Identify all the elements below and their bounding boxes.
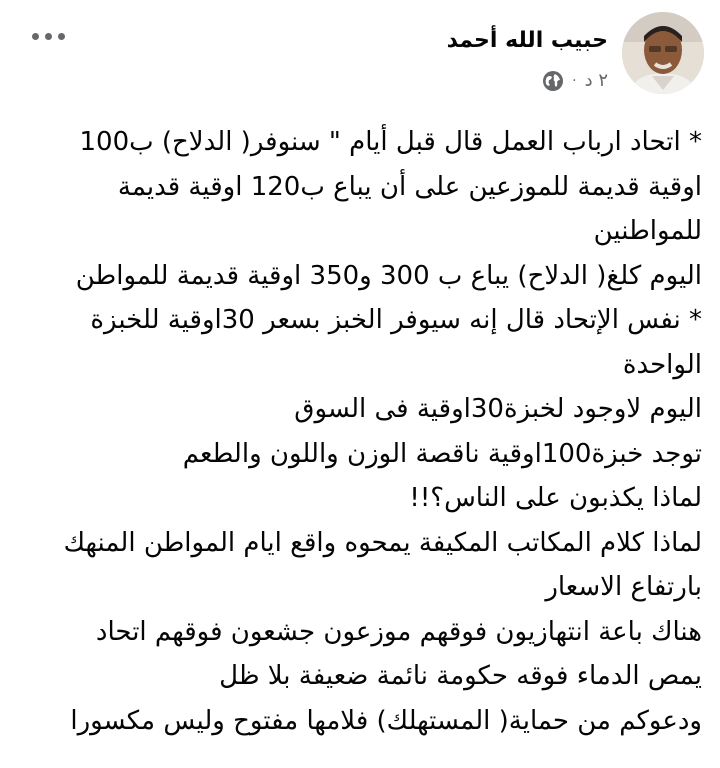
post-line: اليوم كلغ( الدلاح) يباع ب 300 و350 اوقية قديمة للمواطن [75,260,702,291]
post-line: ودعوكم من حماية( المستهلك) فلامها مفتوح وليس مكسورا [70,705,702,736]
more-options-button[interactable] [26,22,70,50]
globe-icon[interactable] [542,70,564,92]
post-timestamp[interactable]: ٢ د [584,70,608,91]
more-horizontal-icon [32,33,39,40]
post-line: لماذا كلام المكاتب المكيفة يمحوه واقع ايام المواطن المنهك [63,527,702,558]
avatar-image [622,12,704,94]
author-name[interactable]: حبيب الله أحمد [446,28,608,53]
post-line: اوقية قديمة للموزعين على أن يباع ب120 اوقية قديمة [117,171,702,202]
post-line: يمص الدماء فوقه حكومة نائمة ضعيفة بلا ظل [219,661,702,691]
meta-separator: · [572,73,577,89]
post-line: * نفس الإتحاد قال إنه سيوفر الخبز بسعر 30اوقية للخبزة [90,305,702,335]
post-body [18,120,702,743]
post-line: بارتفاع الاسعار [545,572,702,602]
post-line: * اتحاد ارباب العمل قال قبل أيام " سنوفر( الدلاح) ب100 [79,127,702,157]
author-avatar[interactable] [622,12,704,94]
more-dot [58,33,65,40]
post-line: توجد خبزة100اوقية ناقصة الوزن واللون والطعم [182,438,702,469]
post-meta [542,70,608,92]
post-line: للمواطنين [593,216,702,246]
more-dot [45,33,52,40]
post-line: الواحدة [622,349,702,380]
post-line: هناك باعة انتهازيون فوقهم موزعون جشعون فوقهم اتحاد [95,616,702,647]
post-line: اليوم لاوجود لخبزة30اوقية فى السوق [294,394,702,424]
post-line: لماذا يكذبون على الناس؟!! [409,483,702,513]
